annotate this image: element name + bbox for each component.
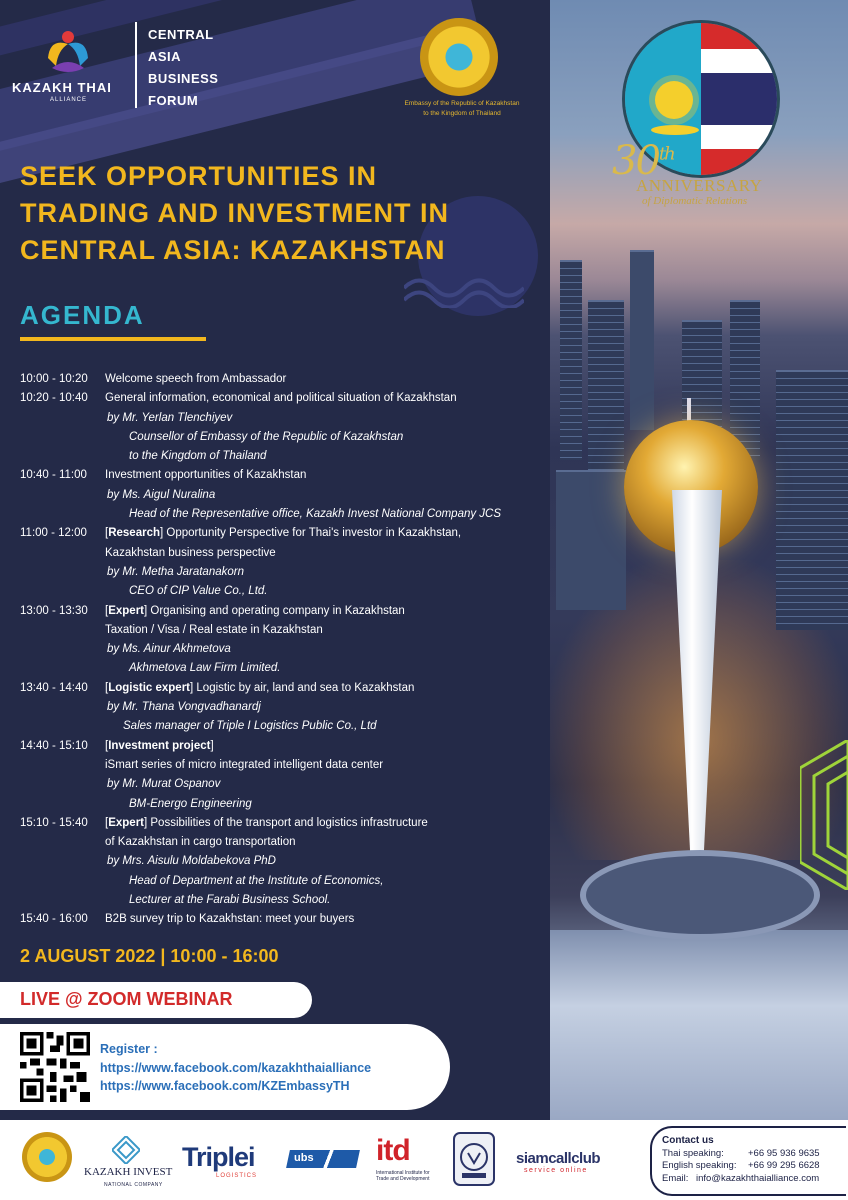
agenda-desc xyxy=(105,737,540,756)
thailand-flag-icon xyxy=(701,23,777,175)
contact-value[interactable]: +66 99 295 6628 xyxy=(748,1160,820,1171)
agenda-tag: Logistic expert xyxy=(108,681,191,694)
contact-row xyxy=(662,1160,846,1173)
bracket: [ xyxy=(105,739,109,752)
logo-name: KAZAKH THAI xyxy=(12,80,112,95)
agenda-desc xyxy=(105,814,540,833)
contact-value[interactable]: +66 95 936 9635 xyxy=(748,1147,820,1159)
agenda-desc xyxy=(105,910,540,929)
agenda-text: Akhmetova Law Firm Limited. xyxy=(129,662,281,675)
agenda-text: Opportunity Perspective for Thai's investor in Kazakhstan, xyxy=(166,527,462,540)
siamcallclub-logo: siamcallclub xyxy=(516,1150,601,1167)
headline-line: CENTRAL ASIA: KAZAKHSTAN xyxy=(20,235,446,265)
agenda-time xyxy=(20,544,105,563)
contact-box xyxy=(650,1126,846,1196)
agenda-row xyxy=(20,602,540,621)
agenda-row xyxy=(20,582,540,601)
kazakhstan-emblem-icon xyxy=(22,1132,72,1182)
agenda-desc xyxy=(105,659,540,678)
agenda-text: Head of the Representative office, Kazakh Invest National Company JCS xyxy=(129,508,502,521)
agenda-text: Counsellor of Embassy of the Republic of Kazakhstan xyxy=(129,430,404,443)
embassy-line: to the Kingdom of Thailand xyxy=(423,110,501,117)
agenda-desc xyxy=(105,756,540,775)
forum-line: BUSINESS xyxy=(148,71,219,86)
agenda-desc xyxy=(105,563,540,582)
agenda-time: 15:40 - 16:00 xyxy=(20,913,88,926)
agenda-row xyxy=(20,852,540,871)
agenda-time: 15:10 - 15:40 xyxy=(20,816,88,829)
headline xyxy=(20,158,540,269)
agenda-time: 10:40 - 11:00 xyxy=(20,469,87,482)
wave-decor-icon xyxy=(404,268,524,308)
contact-label: Email: xyxy=(662,1172,689,1184)
agenda-title: AGENDA xyxy=(20,300,145,330)
agenda-time: 11:00 - 12:00 xyxy=(20,527,87,540)
agenda-text: by Mrs. Aisulu Moldabekova PhD xyxy=(107,855,276,868)
anniversary-subtitle: of Diplomatic Relations xyxy=(642,195,748,207)
agenda-time xyxy=(20,833,105,852)
agenda-text: Investment opportunities of Kazakhstan xyxy=(105,469,307,482)
kazakh-invest-logo-icon xyxy=(112,1136,140,1164)
triplei-sub: LOGISTICS xyxy=(216,1173,258,1179)
qr-code-icon[interactable] xyxy=(20,1032,90,1102)
eagle-icon xyxy=(651,125,699,135)
agenda-list xyxy=(20,370,540,930)
agenda-desc xyxy=(105,717,540,736)
contact-row xyxy=(662,1148,846,1161)
building xyxy=(776,370,848,630)
agenda-row xyxy=(20,621,540,640)
itd-logo: itd xyxy=(376,1134,410,1167)
agenda-desc xyxy=(105,505,540,524)
bracket: ] xyxy=(144,604,151,617)
agenda-tag: Expert xyxy=(108,816,144,829)
agenda-underline xyxy=(20,337,206,341)
agenda-text: CEO of CIP Value Co., Ltd. xyxy=(129,585,268,598)
agenda-row xyxy=(20,563,540,582)
agenda-text: Possibilities of the transport and logistics infrastructure xyxy=(150,816,428,829)
agenda-text: by Mr. Yerlan Tlenchiyev xyxy=(107,411,233,424)
agenda-text: Organising and operating company in Kazakhstan xyxy=(150,604,405,617)
agenda-time: 10:20 - 10:40 xyxy=(20,392,88,405)
agenda-desc xyxy=(105,852,540,871)
agenda-text: Taxation / Visa / Real estate in Kazakhstan xyxy=(105,623,323,636)
agenda-desc xyxy=(105,524,540,543)
contact-row xyxy=(662,1173,846,1186)
bracket: [ xyxy=(105,816,109,829)
forum-line: CENTRAL xyxy=(148,27,214,42)
agenda-row xyxy=(20,370,540,389)
sun-icon xyxy=(655,81,693,119)
agenda-desc xyxy=(105,891,540,910)
agenda-time xyxy=(20,428,105,447)
siamcallclub-sub: service online xyxy=(524,1167,588,1174)
kazakh-invest-name: KAZAKH INVEST xyxy=(84,1166,173,1178)
anniversary-number: 30th xyxy=(612,138,674,184)
agenda-time xyxy=(20,756,105,775)
triplei-logo: Triplei xyxy=(182,1142,255,1172)
agenda-row xyxy=(20,486,540,505)
agenda-desc xyxy=(105,602,540,621)
agenda-time xyxy=(20,795,105,814)
agenda-time xyxy=(20,486,105,505)
agenda-desc xyxy=(105,640,540,659)
agenda-row xyxy=(20,833,540,852)
agenda-desc xyxy=(105,775,540,794)
headline-line: SEEK OPPORTUNITIES IN xyxy=(20,161,378,191)
agenda-text: by Ms. Aigul Nuralina xyxy=(107,488,216,501)
agenda-row xyxy=(20,524,540,543)
agenda-time: 10:00 - 10:20 xyxy=(20,373,88,385)
agenda-desc xyxy=(105,389,540,408)
agenda-desc xyxy=(105,428,540,447)
agenda-desc xyxy=(105,544,540,563)
agenda-desc xyxy=(105,370,540,389)
agenda-text: to the Kingdom of Thailand xyxy=(129,450,267,463)
agenda-time xyxy=(20,447,105,466)
tower-plaza xyxy=(580,850,820,940)
agenda-desc xyxy=(105,486,540,505)
agenda-time xyxy=(20,717,105,736)
agenda-desc xyxy=(105,447,540,466)
contact-label: Thai speaking: xyxy=(662,1147,724,1159)
agenda-tag: Expert xyxy=(108,604,144,617)
agenda-text: B2B survey trip to Kazakhstan: meet your buyers xyxy=(105,913,355,926)
agenda-time xyxy=(20,775,105,794)
kazakh-invest-sub: NATIONAL COMPANY xyxy=(104,1182,163,1188)
bracket: [ xyxy=(105,681,109,694)
agenda-row xyxy=(20,737,540,756)
agenda-text: by Ms. Ainur Akhmetova xyxy=(107,643,231,656)
live-zoom-banner: LIVE @ ZOOM WEBINAR xyxy=(0,982,312,1018)
agenda-time xyxy=(20,640,105,659)
agenda-text: by Mr. Thana Vongvadhanardj xyxy=(107,701,261,714)
agenda-row xyxy=(20,910,540,929)
hexagon-decor-icon xyxy=(800,740,848,890)
agenda-text: BM-Energo Engineering xyxy=(129,797,252,810)
agenda-desc xyxy=(105,466,540,485)
agenda-text: Sales manager of Triple I Logistics Public Co., Ltd xyxy=(123,720,377,733)
agenda-time xyxy=(20,621,105,640)
agenda-tag: Investment project xyxy=(108,739,211,752)
logo-divider xyxy=(135,22,137,108)
register-label: Register : xyxy=(100,1042,158,1056)
ubs-logo: ubs xyxy=(294,1152,314,1164)
agenda-time xyxy=(20,409,105,428)
agenda-row xyxy=(20,505,540,524)
agenda-text: Welcome speech from Ambassador xyxy=(105,373,287,385)
agenda-text: General information, economical and political situation of Kazakhstan xyxy=(105,392,457,405)
agenda-text: Logistic by air, land and sea to Kazakhstan xyxy=(196,681,415,694)
bracket: [ xyxy=(105,527,109,540)
agenda-desc xyxy=(105,833,540,852)
building xyxy=(630,250,654,430)
agenda-time xyxy=(20,872,105,891)
agenda-time xyxy=(20,852,105,871)
contact-label: English speaking: xyxy=(662,1160,737,1171)
logo-subtitle: ALLIANCE xyxy=(50,97,88,103)
agenda-time xyxy=(20,505,105,524)
agenda-desc xyxy=(105,409,540,428)
embassy-name xyxy=(392,99,532,119)
embassy-line: Embassy of the Republic of Kazakhstan xyxy=(404,100,520,107)
bracket: ] xyxy=(210,739,214,752)
agenda-desc xyxy=(105,621,540,640)
agenda-row xyxy=(20,544,540,563)
agenda-row xyxy=(20,428,540,447)
agenda-text: by Mr. Metha Jaratanakorn xyxy=(107,565,244,578)
agenda-time: 13:00 - 13:30 xyxy=(20,604,88,617)
bracket: ] xyxy=(144,816,151,829)
bracket: ] xyxy=(160,527,167,540)
agenda-text: Kazakhstan business perspective xyxy=(105,546,276,559)
agenda-row xyxy=(20,795,540,814)
contact-value[interactable]: info@kazakhthaialliance.com xyxy=(696,1172,820,1184)
agenda-time xyxy=(20,563,105,582)
agenda-time xyxy=(20,698,105,717)
agenda-desc xyxy=(105,582,540,601)
kazakhstan-emblem-icon xyxy=(420,18,498,96)
agenda-row xyxy=(20,717,540,736)
bracket: [ xyxy=(105,604,109,617)
bracket: ] xyxy=(190,681,197,694)
crest-logo-icon xyxy=(452,1131,496,1187)
facebook-link-embassy[interactable]: https://www.facebook.com/KZEmbassyTH xyxy=(100,1079,350,1093)
agenda-desc xyxy=(105,795,540,814)
agenda-desc xyxy=(105,872,540,891)
agenda-text: Lecturer at the Farabi Business School. xyxy=(129,894,331,907)
agenda-row xyxy=(20,409,540,428)
agenda-row xyxy=(20,872,540,891)
agenda-row xyxy=(20,389,540,408)
agenda-text: of Kazakhstan in cargo transportation xyxy=(105,836,296,849)
agenda-row xyxy=(20,775,540,794)
event-date: 2 AUGUST 2022 | 10:00 - 16:00 xyxy=(20,946,279,966)
agenda-time: 13:40 - 14:40 xyxy=(20,681,88,694)
agenda-row xyxy=(20,679,540,698)
agenda-time xyxy=(20,659,105,678)
agenda-row xyxy=(20,659,540,678)
agenda-desc xyxy=(105,698,540,717)
agenda-row xyxy=(20,814,540,833)
building xyxy=(556,470,626,610)
facebook-link-alliance[interactable]: https://www.facebook.com/kazakhthaialliance xyxy=(100,1061,372,1075)
agenda-time: 14:40 - 15:10 xyxy=(20,739,88,752)
forum-title xyxy=(148,24,218,112)
agenda-text: by Mr. Murat Ospanov xyxy=(107,778,221,791)
agenda-row xyxy=(20,756,540,775)
agenda-row xyxy=(20,698,540,717)
agenda-time xyxy=(20,891,105,910)
headline-line: TRADING AND INVESTMENT IN xyxy=(20,198,449,228)
agenda-row xyxy=(20,640,540,659)
agenda-row xyxy=(20,447,540,466)
snow-ground xyxy=(550,930,848,1120)
agenda-row xyxy=(20,466,540,485)
agenda-tag: Research xyxy=(108,527,160,540)
forum-line: ASIA xyxy=(148,49,182,64)
agenda-text: Head of Department at the Institute of Economics, xyxy=(129,874,384,887)
forum-line: FORUM xyxy=(148,93,199,108)
kazakh-thai-alliance-logo-icon xyxy=(40,28,96,76)
building xyxy=(560,260,582,460)
contact-title: Contact us xyxy=(662,1135,714,1146)
itd-sub: International Institute for Trade and Development xyxy=(376,1170,430,1182)
agenda-text: iSmart series of micro integrated intelligent data center xyxy=(105,758,384,771)
agenda-time xyxy=(20,582,105,601)
anniversary-word: ANNIVERSARY xyxy=(636,176,763,195)
agenda-desc xyxy=(105,679,540,698)
agenda-row xyxy=(20,891,540,910)
